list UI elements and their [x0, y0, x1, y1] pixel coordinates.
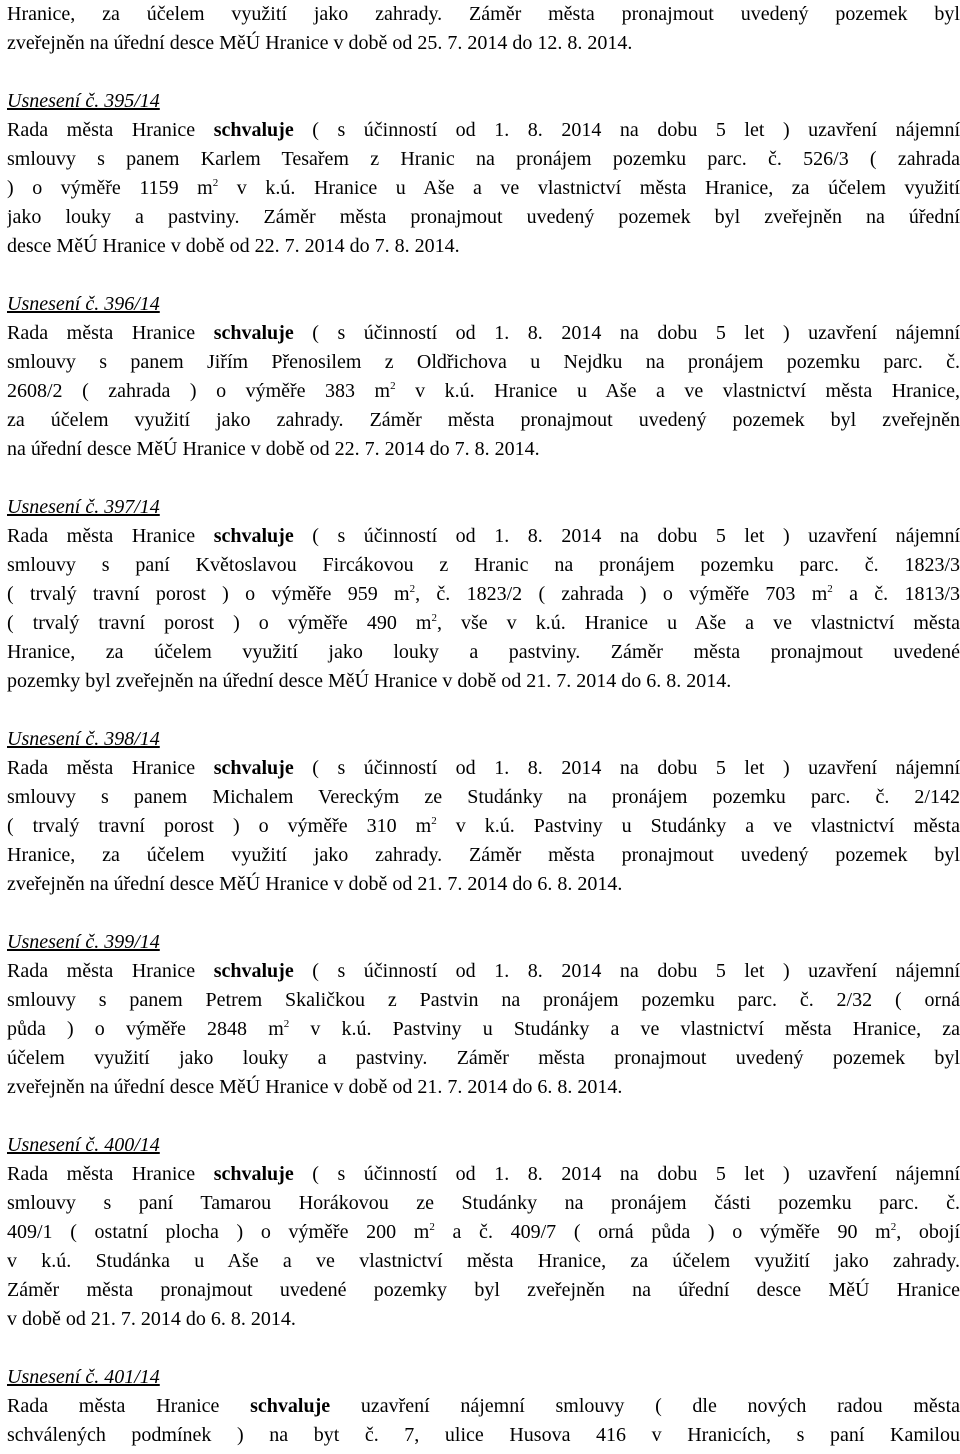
text-line: ) o výměře 1159 $m^2$ v k.ú. Hranice u Aše a ve vlastnictví města Hranice, za účelem využití [7, 177, 960, 199]
text-line: za účelem využití jako zahrady. Záměr města pronajmout uvedený pozemek byl zveřejněn [7, 409, 960, 431]
resolution-heading: Usnesení č. 396/14 [7, 293, 160, 315]
text-line: Hranice, za účelem využití jako louky a pastviny. Záměr města pronajmout uvedené [7, 641, 960, 663]
text-line: Hranice, za účelem využití jako zahrady. Záměr města pronajmout uvedený pozemek byl [7, 3, 960, 25]
text-line: v době od 21. 7. 2014 do 6. 8. 2014. [7, 1308, 296, 1330]
text-line: schválených podmínek ) na byt č. 7, ulice Husova 416 v Hranicích, s paní Kamilou [7, 1424, 960, 1446]
superscript: 2 [429, 1221, 435, 1233]
superscript: 2 [431, 815, 437, 827]
text-line: Záměr města pronajmout uvedené pozemky byl zveřejněn na úřední desce MěÚ Hranice [7, 1279, 960, 1301]
text-line: zveřejněn na úřední desce MěÚ Hranice v době od 21. 7. 2014 do 6. 8. 2014. [7, 873, 623, 895]
bold-term: schvaluje [213, 757, 294, 779]
superscript: 2 [409, 583, 416, 595]
superscript: 2 [890, 1221, 897, 1233]
text-line: Rada města Hranice schvaluje ( s účinností od 1. 8. 2014 na dobu 5 let ) uzavření nájemní [7, 960, 960, 982]
resolution-heading: Usnesení č. 395/14 [7, 90, 160, 112]
text-line: desce MěÚ Hranice v době od 22. 7. 2014 do 7. 8. 2014. [7, 235, 460, 257]
text-line: smlouvy s paní Tamarou Horákovou ze Studánky na pronájem části pozemku parc. č. [7, 1192, 960, 1214]
text-line: zveřejněn na úřední desce MěÚ Hranice v době od 21. 7. 2014 do 6. 8. 2014. [7, 1076, 623, 1098]
text-line: ( trvalý travní porost ) o výměře 310 $m^2$ v k.ú. Pastviny u Studánky a ve vlastnictví města [7, 815, 960, 837]
superscript: 2 [212, 177, 219, 189]
text-line: půda ) o výměře 2848 $m^2$ v k.ú. Pastviny u Studánky a ve vlastnictví města Hranice, za [7, 1018, 960, 1040]
text-line: účelem využití jako louky a pastviny. Záměr města pronajmout uvedený pozemek byl [7, 1047, 960, 1069]
text-line: pozemky byl zveřejněn na úřední desce MěÚ Hranice v době od 21. 7. 2014 do 6. 8. 2014. [7, 670, 732, 692]
bold-term: schvaluje [213, 960, 294, 982]
superscript: 2 [827, 583, 833, 595]
text-line: smlouvy s paní Květoslavou Fircákovou z Hranic na pronájem pozemku parc. č. 1823/3 [7, 554, 960, 576]
text-line: 2608/2 ( zahrada ) o výměře 383 $m^2$ v k.ú. Hranice u Aše a ve vlastnictví města Hranice, [7, 380, 960, 402]
bold-term: schvaluje [213, 525, 294, 547]
superscript: 2 [431, 612, 437, 624]
text-line: Rada města Hranice schvaluje ( s účinností od 1. 8. 2014 na dobu 5 let ) uzavření nájemní [7, 1163, 960, 1185]
resolution-heading: Usnesení č. 400/14 [7, 1134, 160, 1156]
text-line: 409/1 ( ostatní plocha ) o výměře 200 $m^2$ a č. 409/7 ( orná půda ) o výměře 90 $m^2$, obojí [7, 1221, 960, 1243]
bold-term: schvaluje [213, 322, 294, 344]
resolution-heading: Usnesení č. 397/14 [7, 496, 160, 518]
resolution-heading: Usnesení č. 399/14 [7, 931, 160, 953]
text-line: Rada města Hranice schvaluje ( s účinností od 1. 8. 2014 na dobu 5 let ) uzavření nájemní [7, 525, 960, 547]
resolution-heading: Usnesení č. 401/14 [7, 1366, 160, 1388]
text-line: smlouvy s panem Karlem Tesařem z Hranic na pronájem pozemku parc. č. 526/3 ( zahrada [7, 148, 960, 170]
bold-term: schvaluje [250, 1395, 331, 1417]
bold-term: schvaluje [213, 119, 294, 141]
bold-term: schvaluje [213, 1163, 294, 1185]
text-line: Rada města Hranice schvaluje ( s účinností od 1. 8. 2014 na dobu 5 let ) uzavření nájemní [7, 757, 960, 779]
text-line: na úřední desce MěÚ Hranice v době od 22. 7. 2014 do 7. 8. 2014. [7, 438, 540, 460]
text-line: zveřejněn na úřední desce MěÚ Hranice v době od 25. 7. 2014 do 12. 8. 2014. [7, 32, 633, 54]
resolution-heading: Usnesení č. 398/14 [7, 728, 160, 750]
text-line: jako louky a pastviny. Záměr města pronajmout uvedený pozemek byl zveřejněn na úřední [7, 206, 960, 228]
text-line: smlouvy s panem Jiřím Přenosilem z Oldřichova u Nejdku na pronájem pozemku parc. č. [7, 351, 960, 373]
text-line: v k.ú. Studánka u Aše a ve vlastnictví města Hranice, za účelem využití jako zahrady. [7, 1250, 960, 1272]
superscript: 2 [390, 380, 396, 392]
text-line: Rada města Hranice schvaluje ( s účinností od 1. 8. 2014 na dobu 5 let ) uzavření nájemní [7, 322, 960, 344]
text-line: ( trvalý travní porost ) o výměře 959 $m^2$, č. 1823/2 ( zahrada ) o výměře 703 $m^2$ a č. 1813/3 [7, 583, 960, 605]
superscript: 2 [283, 1018, 290, 1030]
text-line: Rada města Hranice schvaluje uzavření nájemní smlouvy ( dle nových radou města [7, 1395, 960, 1417]
text-line: smlouvy s panem Michalem Vereckým ze Studánky na pronájem pozemku parc. č. 2/142 [7, 786, 960, 808]
text-line: Hranice, za účelem využití jako zahrady. Záměr města pronajmout uvedený pozemek byl [7, 844, 960, 866]
text-line: ( trvalý travní porost ) o výměře 490 $m^2$, vše v k.ú. Hranice u Aše a ve vlastnictví města [7, 612, 960, 634]
text-line: smlouvy s panem Petrem Skaličkou z Pastvin na pronájem pozemku parc. č. 2/32 ( orná [7, 989, 960, 1011]
text-line: Rada města Hranice schvaluje ( s účinností od 1. 8. 2014 na dobu 5 let ) uzavření nájemní [7, 119, 960, 141]
